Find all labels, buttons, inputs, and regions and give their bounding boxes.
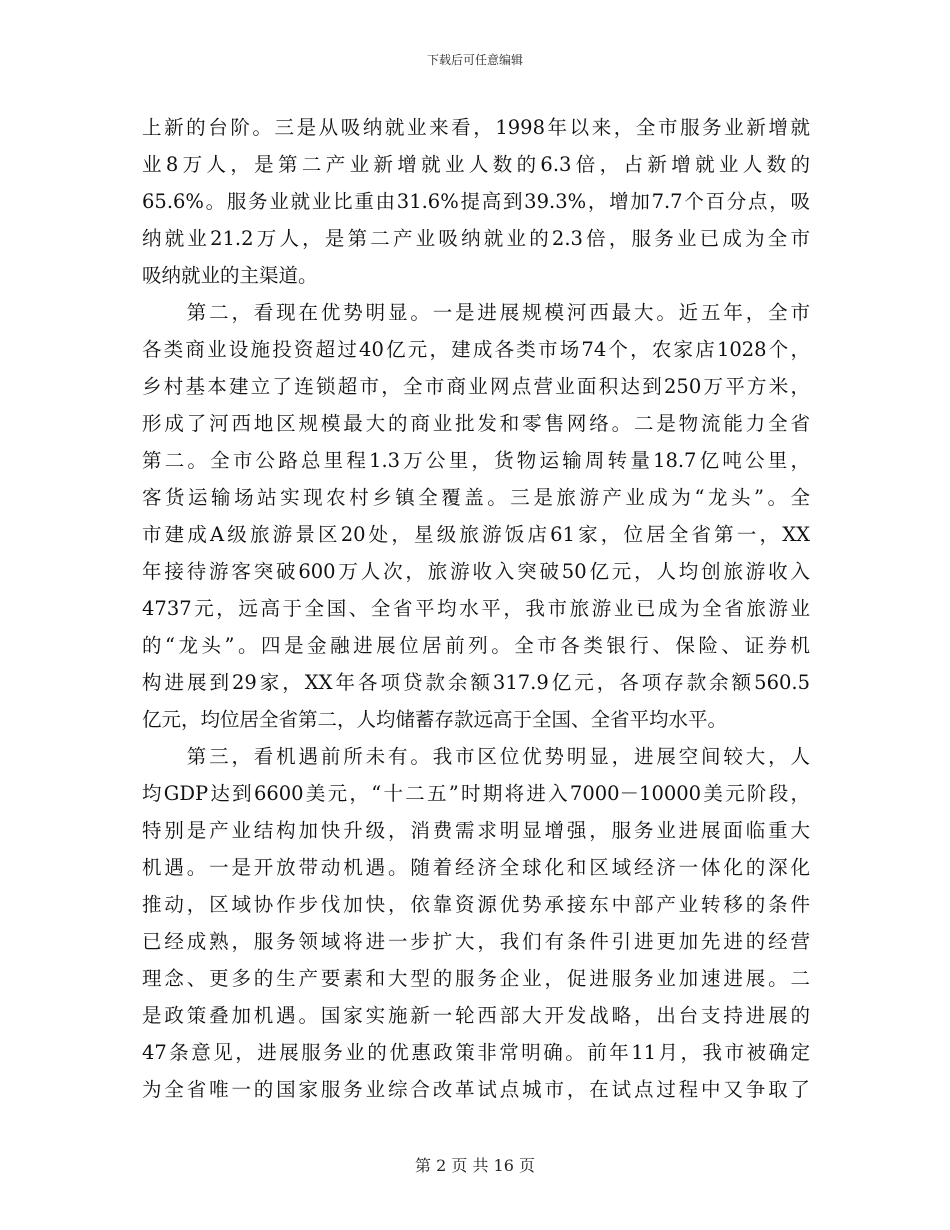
text-line: 业8万人，是第二产业新增就业人数的6.3倍，占新增就业人数的 — [142, 153, 810, 176]
text-line: 年接待游客突破600万人次，旅游收入突破50亿元，人均创旅游收入 — [142, 560, 810, 583]
text-line: 上新的台阶。三是从吸纳就业来看，1998年以来，全市服务业新增就 — [142, 116, 810, 139]
text-line: 亿元，均位居全省第二，人均储蓄存款远高于全国、全省平均水平。 — [142, 708, 728, 731]
text-line: 机遇。一是开放带动机遇。随着经济全球化和区域经济一体化的深化 — [142, 856, 810, 879]
text-line: 均GDP达到6600美元，“十二五”时期将进入7000－10000美元阶段， — [142, 782, 810, 805]
text-line: 第二，看现在优势明显。一是进展规模河西最大。近五年，全市 — [142, 301, 810, 324]
text-line: 构进展到29家，XX年各项贷款余额317.9亿元，各项存款余额560.5 — [142, 671, 810, 694]
text-line: 为全省唯一的国家服务业综合改革试点城市，在试点过程中又争取了 — [142, 1078, 810, 1101]
text-line: 吸纳就业的主渠道。 — [142, 264, 318, 287]
text-line: 的“龙头”。四是金融进展位居前列。全市各类银行、保险、证券机 — [142, 634, 810, 657]
text-line: 65.6%。服务业就业比重由31.6%提高到39.3%，增加7.7个百分点，吸 — [142, 190, 810, 213]
text-line: 推动，区域协作步伐加快，依靠资源优势承接东中部产业转移的条件 — [142, 893, 810, 916]
text-line: 客货运输场站实现农村乡镇全覆盖。三是旅游产业成为“龙头”。全 — [142, 486, 810, 509]
page-number-footer: 第 2 页 共 16 页 — [415, 1156, 535, 1175]
text-line: 已经成熟，服务领域将进一步扩大，我们有条件引进更加先进的经营 — [142, 930, 810, 953]
text-line: 第二。全市公路总里程1.3万公里，货物运输周转量18.7亿吨公里， — [142, 449, 810, 472]
text-line: 是政策叠加机遇。国家实施新一轮西部大开发战略，出台支持进展的 — [142, 1004, 810, 1027]
page-header: 下载后可任意编辑 — [426, 53, 523, 67]
text-line: 第三，看机遇前所未有。我市区位优势明显，进展空间较大，人 — [142, 745, 810, 768]
text-line: 理念、更多的生产要素和大型的服务企业，促进服务业加速进展。二 — [142, 967, 810, 990]
text-line: 4737元，远高于全国、全省平均水平，我市旅游业已成为全省旅游业 — [142, 597, 810, 620]
text-line: 各类商业设施投资超过40亿元，建成各类市场74个，农家店1028个， — [142, 338, 810, 361]
text-line: 形成了河西地区规模最大的商业批发和零售网络。二是物流能力全省 — [142, 412, 810, 435]
text-line: 乡村基本建立了连锁超市，全市商业网点营业面积达到250万平方米， — [142, 375, 810, 398]
document-body — [142, 109, 810, 1108]
text-line: 纳就业21.2万人，是第二产业吸纳就业的2.3倍，服务业已成为全市 — [142, 227, 810, 250]
text-line: 特别是产业结构加快升级，消费需求明显增强，服务业进展面临重大 — [142, 819, 810, 842]
text-line: 市建成A级旅游景区20处，星级旅游饭店61家，位居全省第一，XX — [142, 523, 810, 546]
text-line: 47条意见，进展服务业的优惠政策非常明确。前年11月，我市被确定 — [142, 1041, 810, 1064]
